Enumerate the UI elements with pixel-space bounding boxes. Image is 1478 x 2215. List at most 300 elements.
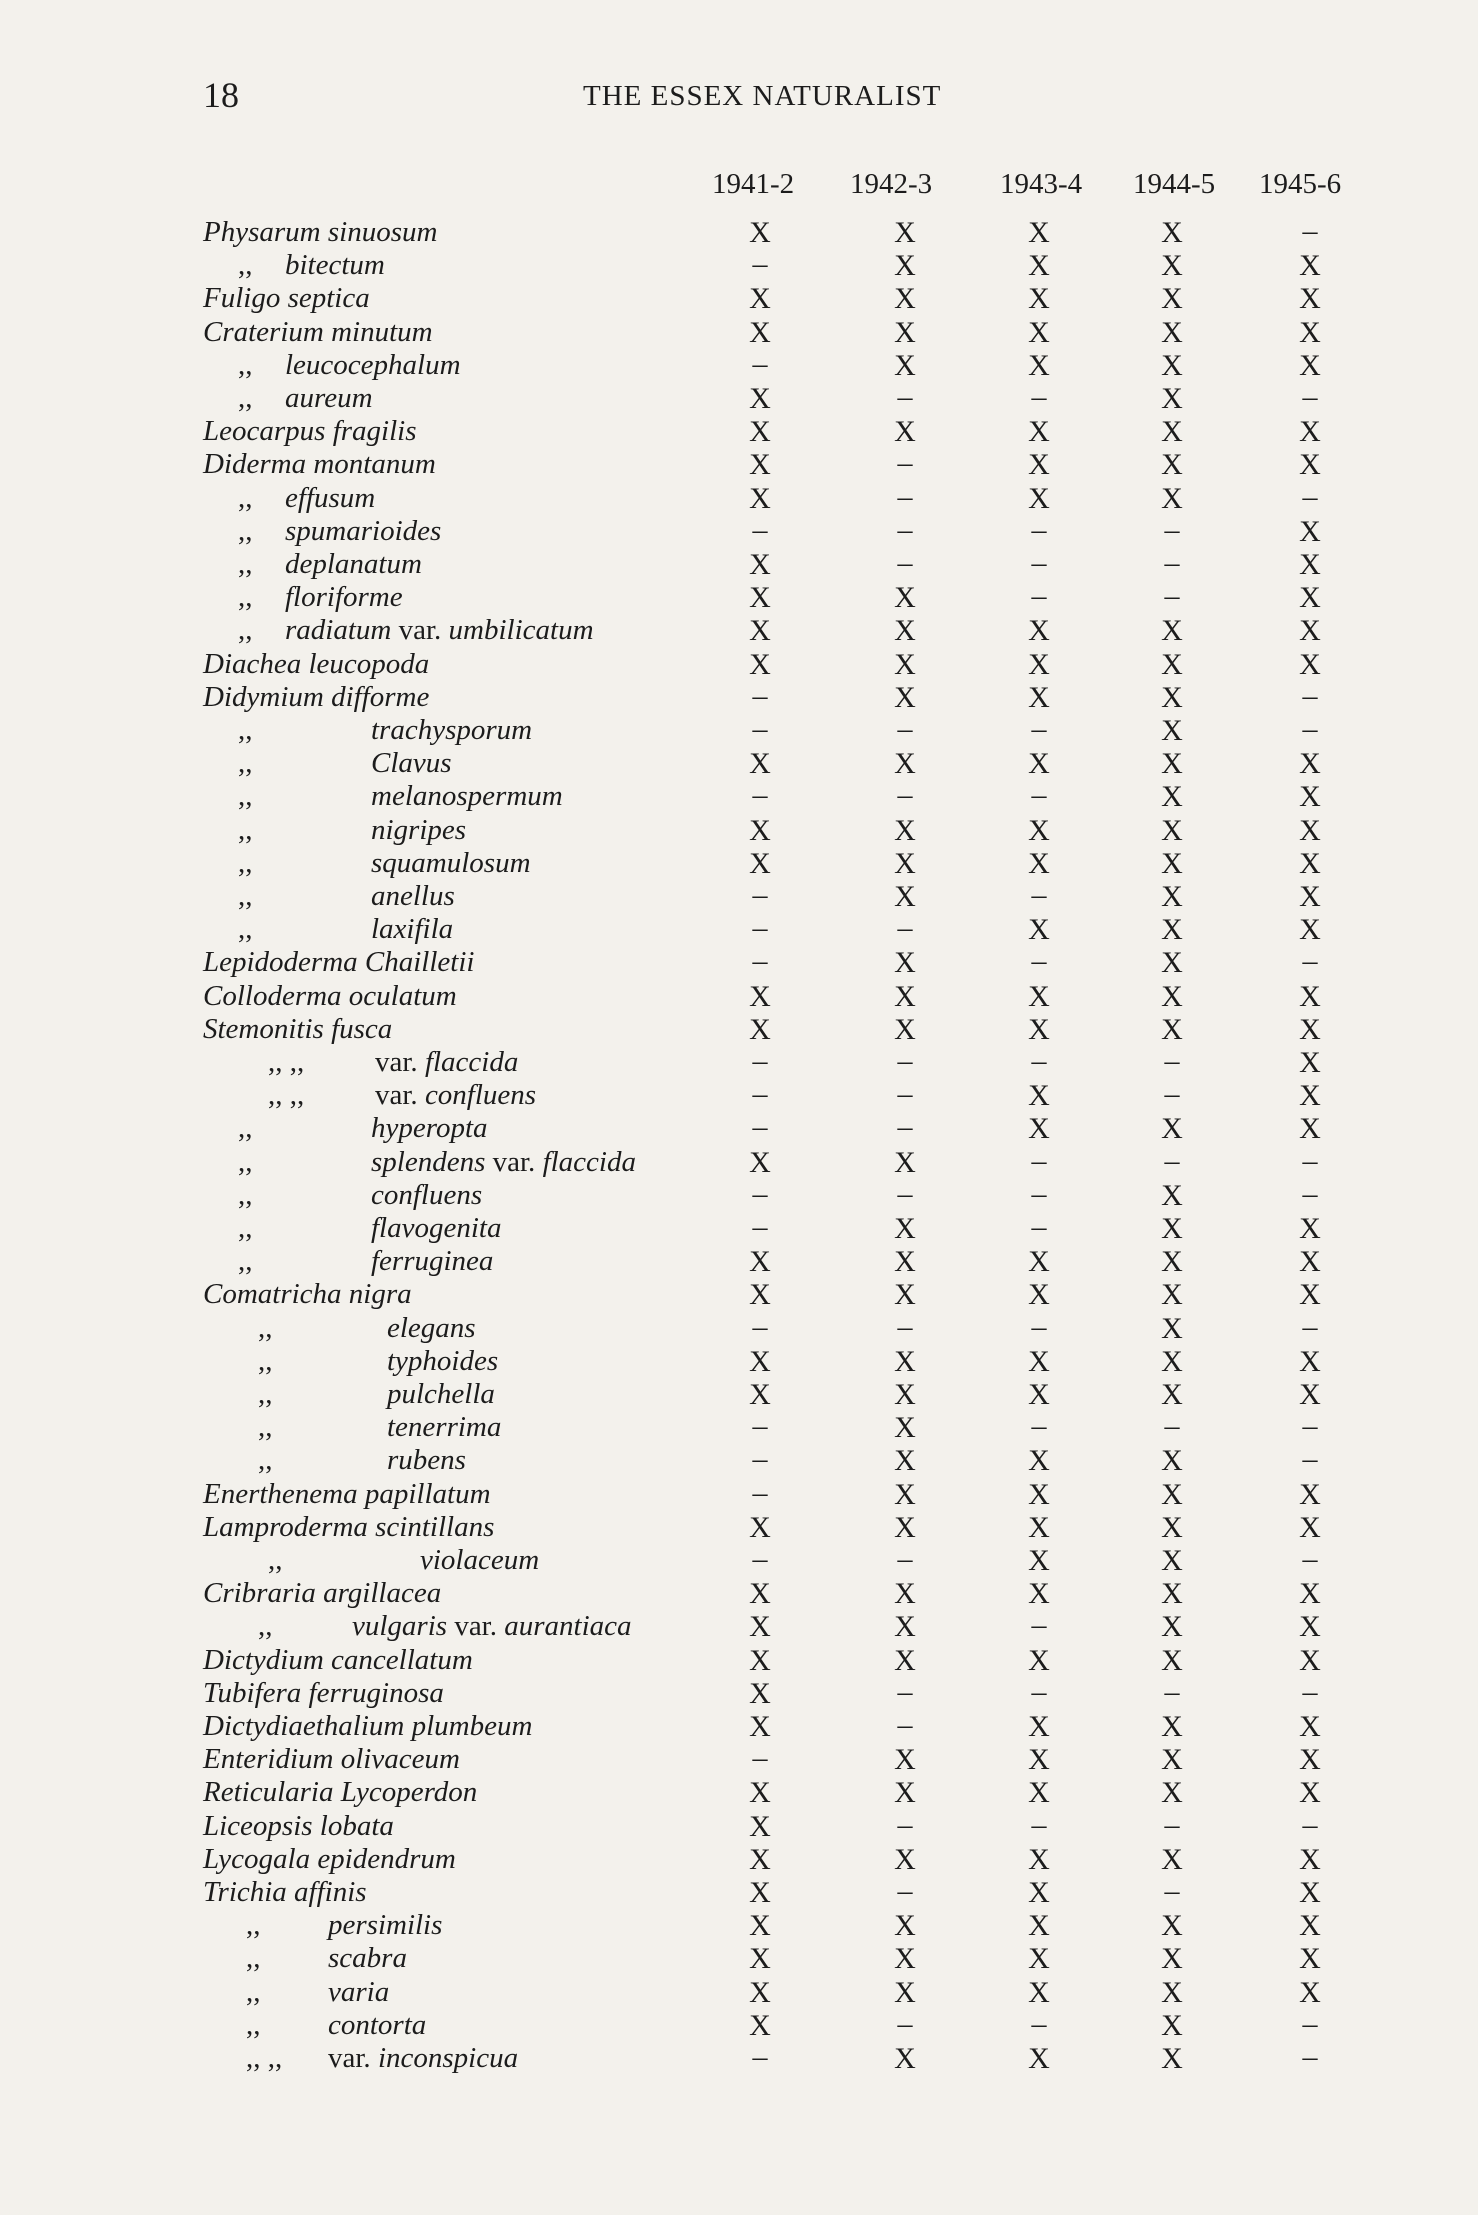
record-cell-1941-2: X (749, 1842, 771, 1876)
record-cell-1945-6: X (1299, 846, 1321, 880)
record-cell-1945-6: X (1299, 1046, 1321, 1079)
species-name (203, 415, 417, 448)
record-cell-1944-5: X (1161, 1610, 1183, 1644)
table-row (0, 2006, 1478, 2042)
record-cell-1943-4: X (1028, 415, 1050, 449)
record-cell-1945-6: X (1299, 514, 1321, 548)
record-cell-1944-5: – (1164, 512, 1180, 546)
record-cell-1945-6: – (1302, 2040, 1318, 2073)
species-epithet: leucocephalum (285, 348, 461, 381)
record-cell-1945-6: X (1299, 1577, 1321, 1611)
record-cell-1943-4: X (1028, 2042, 1050, 2075)
record-cell-1942-3: X (894, 1378, 916, 1411)
record-cell-1944-5: X (1161, 747, 1183, 781)
record-cell-1943-4: X (1028, 282, 1050, 316)
record-cell-1942-3: X (894, 1643, 916, 1677)
record-cell-1942-3: X (894, 1344, 916, 1378)
record-cell-1941-2: X (749, 1510, 771, 1544)
species-name (387, 1444, 466, 1477)
record-cell-1944-5: X (1161, 1212, 1183, 1245)
species-epithet: Enteridium olivaceum (203, 1743, 460, 1776)
ditto-mark: ,, (238, 1112, 253, 1145)
record-cell-1942-3: X (894, 1776, 916, 1810)
record-cell-1941-2: X (749, 1610, 771, 1644)
record-cell-1941-2: X (749, 581, 771, 615)
species-name (203, 1511, 494, 1544)
record-cell-1945-6: X (1299, 614, 1321, 648)
species-epithet: radiatum (285, 614, 392, 647)
record-cell-1942-3: – (897, 1309, 913, 1343)
record-cell-1942-3: X (894, 1477, 916, 1511)
record-cell-1944-5: X (1161, 348, 1183, 382)
table-row (0, 1475, 1478, 1511)
table-row (0, 1544, 1478, 1577)
record-cell-1943-4: – (1031, 546, 1047, 579)
table-row (0, 1046, 1478, 1079)
ditto-mark: ,, (238, 348, 253, 381)
ditto-mark: ,, (238, 813, 253, 846)
record-cell-1942-3: X (894, 581, 916, 615)
record-cell-1941-2: X (749, 1809, 771, 1843)
record-cell-1941-2: X (749, 1975, 771, 2009)
page-number: 18 (203, 75, 239, 115)
species-name (328, 1909, 442, 1942)
record-cell-1943-4: X (1028, 1112, 1050, 1146)
species-epithet: Reticularia Lycoperdon (203, 1776, 478, 1809)
record-cell-1944-5: X (1161, 979, 1183, 1013)
record-cell-1944-5: X (1161, 1444, 1183, 1478)
record-cell-1944-5: X (1161, 614, 1183, 648)
table-row (0, 780, 1478, 813)
record-cell-1942-3: X (894, 647, 916, 681)
species-name (203, 1677, 444, 1710)
record-cell-1941-2: X (749, 2008, 771, 2042)
species-epithet: splendens (371, 1145, 486, 1178)
species-epithet: trachysporum (371, 714, 533, 746)
species-name (203, 216, 437, 249)
species-name (371, 1245, 493, 1278)
species-epithet: pulchella (387, 1378, 495, 1410)
record-cell-1943-4: – (1031, 712, 1047, 745)
ditto-mark: ,, (238, 481, 253, 514)
table-row (0, 1942, 1478, 1975)
species-epithet: bitectum (285, 249, 385, 282)
species-name (328, 2042, 518, 2075)
ditto-mark: ,, (238, 780, 253, 813)
record-cell-1944-5: X (1161, 1643, 1183, 1677)
species-epithet: violaceum (420, 1544, 540, 1576)
table-row (0, 847, 1478, 880)
record-cell-1945-6: X (1299, 282, 1321, 316)
record-cell-1944-5: X (1161, 913, 1183, 947)
species-name (371, 880, 455, 913)
record-cell-1942-3: X (894, 282, 916, 316)
record-cell-1943-4: – (1031, 380, 1047, 413)
record-cell-1941-2: – (752, 944, 768, 978)
record-cell-1944-5: – (1164, 1143, 1180, 1177)
record-cell-1941-2: – (752, 1077, 768, 1111)
species-name (203, 1013, 392, 1046)
record-cell-1942-3: – (897, 1110, 913, 1144)
table-row (0, 1245, 1478, 1278)
record-cell-1942-3: X (894, 216, 916, 249)
species-name (328, 1942, 407, 1975)
species-epithet: vulgaris (352, 1610, 448, 1643)
record-cell-1943-4: – (1031, 1309, 1047, 1343)
year-header-1943-4: 1943-4 (1000, 168, 1083, 200)
record-cell-1943-4: X (1028, 647, 1050, 681)
record-cell-1945-6: X (1299, 1278, 1321, 1312)
species-epithet: Diderma montanum (203, 448, 436, 481)
record-cell-1941-2: – (752, 1741, 768, 1775)
record-cell-1942-3: X (894, 1909, 916, 1943)
ditto-mark: ,, ,, (246, 2042, 283, 2074)
record-cell-1945-6: X (1299, 1112, 1321, 1146)
record-cell-1943-4: X (1028, 846, 1050, 880)
record-cell-1944-5: X (1161, 1544, 1183, 1577)
species-name (387, 1378, 495, 1411)
record-cell-1943-4: – (1031, 778, 1047, 812)
record-cell-1945-6: X (1299, 1510, 1321, 1544)
record-cell-1945-6: X (1299, 1643, 1321, 1677)
record-cell-1942-3: – (897, 1708, 913, 1741)
species-name (285, 548, 422, 581)
species-epithet: Dictydium cancellatum (203, 1643, 473, 1676)
record-cell-1943-4: X (1028, 1710, 1050, 1743)
record-cell-1942-3: – (897, 1044, 913, 1077)
ditto-mark: ,, (238, 382, 253, 414)
record-cell-1942-3: X (894, 813, 916, 847)
year-header-1941-2: 1941-2 (712, 168, 795, 200)
record-cell-1941-2: – (752, 878, 768, 911)
record-cell-1945-6: X (1299, 448, 1321, 482)
record-cell-1943-4: X (1028, 448, 1050, 482)
record-cell-1942-3: X (894, 1743, 916, 1777)
variety-abbrev: var. (328, 2042, 378, 2074)
record-cell-1942-3: – (897, 546, 913, 579)
ditto-mark: ,, (246, 1942, 261, 1975)
species-epithet: Trichia affinis (203, 1876, 367, 1908)
species-epithet: Stemonitis fusca (203, 1012, 393, 1045)
variety-abbrev: var. (375, 1046, 425, 1078)
record-cell-1941-2: X (749, 1278, 771, 1312)
record-cell-1945-6: X (1299, 1378, 1321, 1411)
species-epithet: Dictydiaethalium plumbeum (203, 1710, 533, 1742)
record-cell-1943-4: – (1031, 512, 1047, 546)
record-cell-1941-2: X (749, 846, 771, 880)
record-cell-1941-2: – (752, 1475, 768, 1509)
record-cell-1943-4: X (1028, 1444, 1050, 1478)
record-cell-1941-2: X (749, 1145, 771, 1179)
ditto-mark: ,, (238, 747, 253, 780)
record-cell-1941-2: X (749, 382, 771, 415)
ditto-mark: ,, (258, 1311, 273, 1344)
table-row (0, 1743, 1478, 1776)
table-row (0, 1577, 1478, 1610)
species-epithet: Cribraria argillacea (203, 1577, 442, 1610)
species-name (375, 1046, 518, 1079)
record-cell-1941-2: – (752, 712, 768, 745)
table-row (0, 548, 1478, 581)
record-cell-1945-6: X (1299, 415, 1321, 449)
species-name (420, 1544, 539, 1577)
record-cell-1941-2: X (749, 415, 771, 449)
record-cell-1944-5: X (1161, 680, 1183, 714)
record-cell-1944-5: X (1161, 1477, 1183, 1511)
record-cell-1942-3: X (894, 747, 916, 781)
table-row (0, 2042, 1478, 2075)
record-cell-1943-4: X (1028, 1643, 1050, 1677)
record-cell-1942-3: X (894, 1842, 916, 1876)
record-cell-1941-2: – (752, 1542, 768, 1575)
table-row (0, 581, 1478, 614)
year-header-1944-5: 1944-5 (1133, 168, 1216, 200)
record-cell-1942-3: X (894, 614, 916, 648)
record-cell-1943-4: X (1028, 348, 1050, 382)
record-cell-1943-4: X (1028, 249, 1050, 283)
record-cell-1945-6: – (1302, 1409, 1318, 1443)
record-cell-1945-6: X (1299, 813, 1321, 847)
record-cell-1944-5: X (1161, 282, 1183, 316)
record-cell-1941-2: X (749, 647, 771, 681)
table-row (0, 1843, 1478, 1876)
record-cell-1943-4: X (1028, 1909, 1050, 1943)
table-row (0, 1976, 1478, 2009)
record-cell-1943-4: – (1031, 1608, 1047, 1642)
species-name (328, 2009, 426, 2042)
species-name (203, 1644, 473, 1677)
species-epithet: Diachea leucopoda (203, 647, 430, 680)
species-name (285, 482, 375, 515)
record-cell-1942-3: – (897, 778, 913, 812)
record-cell-1944-5: X (1161, 1278, 1183, 1312)
species-epithet: Lamproderma scintillans (203, 1510, 495, 1543)
record-cell-1943-4: X (1028, 1278, 1050, 1312)
ditto-mark: ,, (258, 1344, 273, 1377)
record-cell-1945-6: X (1299, 1012, 1321, 1046)
record-cell-1945-6: X (1299, 315, 1321, 349)
record-cell-1944-5: X (1161, 1577, 1183, 1611)
table-row (0, 1674, 1478, 1710)
record-cell-1945-6: – (1302, 214, 1318, 247)
ditto-mark: ,, (238, 514, 253, 547)
record-cell-1944-5: X (1161, 1378, 1183, 1411)
species-name (203, 316, 433, 349)
species-name (371, 913, 453, 946)
species-epithet: typhoides (387, 1344, 499, 1377)
record-cell-1944-5: – (1164, 1807, 1180, 1841)
record-cell-1942-3: – (897, 512, 913, 546)
record-cell-1941-2: X (749, 813, 771, 847)
table-row (0, 980, 1478, 1013)
ditto-mark: ,, (246, 1909, 261, 1942)
record-cell-1945-6: X (1299, 1776, 1321, 1810)
table-row (0, 714, 1478, 747)
ditto-mark: ,, (238, 249, 253, 282)
record-cell-1944-5: X (1161, 2042, 1183, 2075)
record-cell-1941-2: – (752, 247, 768, 281)
record-cell-1941-2: X (749, 1643, 771, 1677)
record-cell-1941-2: – (752, 1210, 768, 1243)
table-row (0, 1079, 1478, 1112)
record-cell-1941-2: – (752, 2040, 768, 2073)
species-name (203, 1843, 456, 1876)
species-name (371, 780, 563, 813)
record-cell-1943-4: X (1028, 1942, 1050, 1976)
record-cell-1945-6: – (1302, 1807, 1318, 1841)
record-cell-1944-5: X (1161, 481, 1183, 515)
record-cell-1945-6: – (1302, 944, 1318, 978)
species-epithet: Clavus (371, 747, 452, 780)
table-row (0, 512, 1478, 548)
record-cell-1945-6: X (1299, 1710, 1321, 1743)
record-cell-1942-3: X (894, 979, 916, 1013)
species-epithet: confluens (371, 1178, 483, 1211)
record-cell-1943-4: X (1028, 1079, 1050, 1113)
species-name (387, 1312, 476, 1345)
table-row (0, 479, 1478, 515)
record-cell-1943-4: X (1028, 614, 1050, 648)
record-cell-1941-2: – (752, 512, 768, 546)
species-epithet: Didymium difforme (203, 680, 430, 713)
record-cell-1943-4: X (1028, 913, 1050, 947)
record-cell-1942-3: X (894, 1510, 916, 1544)
species-epithet: nigripes (371, 813, 467, 846)
record-cell-1945-6: – (1302, 678, 1318, 712)
ditto-mark: ,, (238, 880, 253, 912)
record-cell-1942-3: X (894, 348, 916, 382)
record-cell-1942-3: X (894, 1278, 916, 1312)
record-cell-1942-3: X (894, 249, 916, 283)
table-row (0, 216, 1478, 249)
ditto-mark: ,, (258, 1610, 273, 1643)
species-name (203, 1810, 394, 1843)
species-epithet: aureum (285, 382, 373, 414)
record-cell-1943-4: – (1031, 1807, 1047, 1841)
record-cell-1943-4: – (1031, 1409, 1047, 1443)
record-cell-1945-6: – (1302, 479, 1318, 513)
ditto-mark: ,, ,, (268, 1046, 305, 1078)
species-epithet: Physarum sinuosum (203, 216, 438, 248)
year-header-1945-6: 1945-6 (1259, 168, 1342, 200)
variety-abbrev: var. (391, 614, 449, 647)
record-cell-1945-6: X (1299, 1079, 1321, 1113)
species-name (387, 1345, 498, 1378)
table-row (0, 282, 1478, 315)
table-row (0, 913, 1478, 946)
record-cell-1944-5: X (1161, 415, 1183, 449)
table-row (0, 1278, 1478, 1311)
record-cell-1945-6: X (1299, 747, 1321, 781)
record-cell-1944-5: X (1161, 1975, 1183, 2009)
record-cell-1942-3: X (894, 315, 916, 349)
record-cell-1945-6: X (1299, 1909, 1321, 1943)
record-cell-1944-5: X (1161, 216, 1183, 249)
record-cell-1945-6: X (1299, 1610, 1321, 1644)
table-row (0, 1013, 1478, 1046)
record-cell-1941-2: X (749, 979, 771, 1013)
record-cell-1942-3: X (894, 946, 916, 980)
record-cell-1943-4: – (1031, 1176, 1047, 1210)
table-row (0, 946, 1478, 979)
record-cell-1941-2: – (752, 1442, 768, 1476)
record-cell-1943-4: X (1028, 979, 1050, 1013)
ditto-mark: ,, (238, 548, 253, 580)
record-cell-1944-5: – (1164, 1874, 1180, 1907)
record-cell-1944-5: X (1161, 1842, 1183, 1876)
record-cell-1945-6: X (1299, 548, 1321, 581)
species-epithet: Craterium minutum (203, 315, 433, 348)
species-name (203, 1743, 460, 1776)
record-cell-1942-3: X (894, 1145, 916, 1179)
table-row (0, 448, 1478, 481)
species-epithet: tenerrima (387, 1411, 502, 1444)
table-row (0, 316, 1478, 349)
record-cell-1942-3: – (897, 446, 913, 480)
ditto-mark: ,, (258, 1411, 273, 1444)
ditto-mark: ,, (268, 1544, 283, 1576)
record-cell-1941-2: – (752, 1309, 768, 1343)
record-cell-1943-4: X (1028, 315, 1050, 349)
record-cell-1942-3: – (897, 380, 913, 413)
record-cell-1943-4: – (1031, 2006, 1047, 2040)
table-row (0, 1710, 1478, 1743)
species-epithet: laxifila (371, 913, 454, 946)
record-cell-1941-2: X (749, 315, 771, 349)
record-cell-1941-2: X (749, 1909, 771, 1943)
record-cell-1943-4: – (1031, 878, 1047, 911)
record-cell-1942-3: – (897, 1807, 913, 1841)
record-cell-1941-2: X (749, 481, 771, 515)
table-row (0, 1176, 1478, 1212)
species-epithet: Colloderma oculatum (203, 979, 457, 1012)
record-cell-1943-4: X (1028, 1876, 1050, 1909)
record-cell-1945-6: X (1299, 1212, 1321, 1245)
table-row (0, 678, 1478, 714)
record-cell-1945-6: X (1299, 647, 1321, 681)
record-cell-1942-3: X (894, 846, 916, 880)
table-row (0, 1345, 1478, 1378)
table-row (0, 1444, 1478, 1477)
record-cell-1941-2: X (749, 1344, 771, 1378)
species-epithet: contorta (328, 2008, 427, 2041)
record-cell-1942-3: X (894, 415, 916, 449)
record-cell-1945-6: – (1302, 1176, 1318, 1210)
record-cell-1944-5: X (1161, 647, 1183, 681)
species-name (375, 1079, 536, 1112)
species-epithet: Tubifera ferruginosa (203, 1676, 444, 1709)
table-row (0, 1309, 1478, 1345)
record-cell-1944-5: X (1161, 813, 1183, 847)
record-cell-1944-5: X (1161, 1743, 1183, 1777)
species-name (371, 714, 532, 747)
species-name (203, 1710, 532, 1743)
species-epithet: persimilis (328, 1909, 443, 1942)
species-epithet: Enerthenema papillatum (203, 1477, 491, 1510)
species-name (203, 681, 429, 714)
record-cell-1942-3: – (897, 479, 913, 513)
table-row (0, 1807, 1478, 1843)
species-epithet: Lycogala epidendrum (203, 1842, 456, 1875)
table-row (0, 1610, 1478, 1643)
table-row (0, 415, 1478, 448)
species-name (285, 349, 461, 382)
species-name (371, 1179, 482, 1212)
record-cell-1943-4: X (1028, 1378, 1050, 1411)
record-cell-1944-5: X (1161, 1245, 1183, 1279)
record-cell-1945-6: – (1302, 380, 1318, 413)
variety-abbrev: var. (375, 1079, 425, 1112)
